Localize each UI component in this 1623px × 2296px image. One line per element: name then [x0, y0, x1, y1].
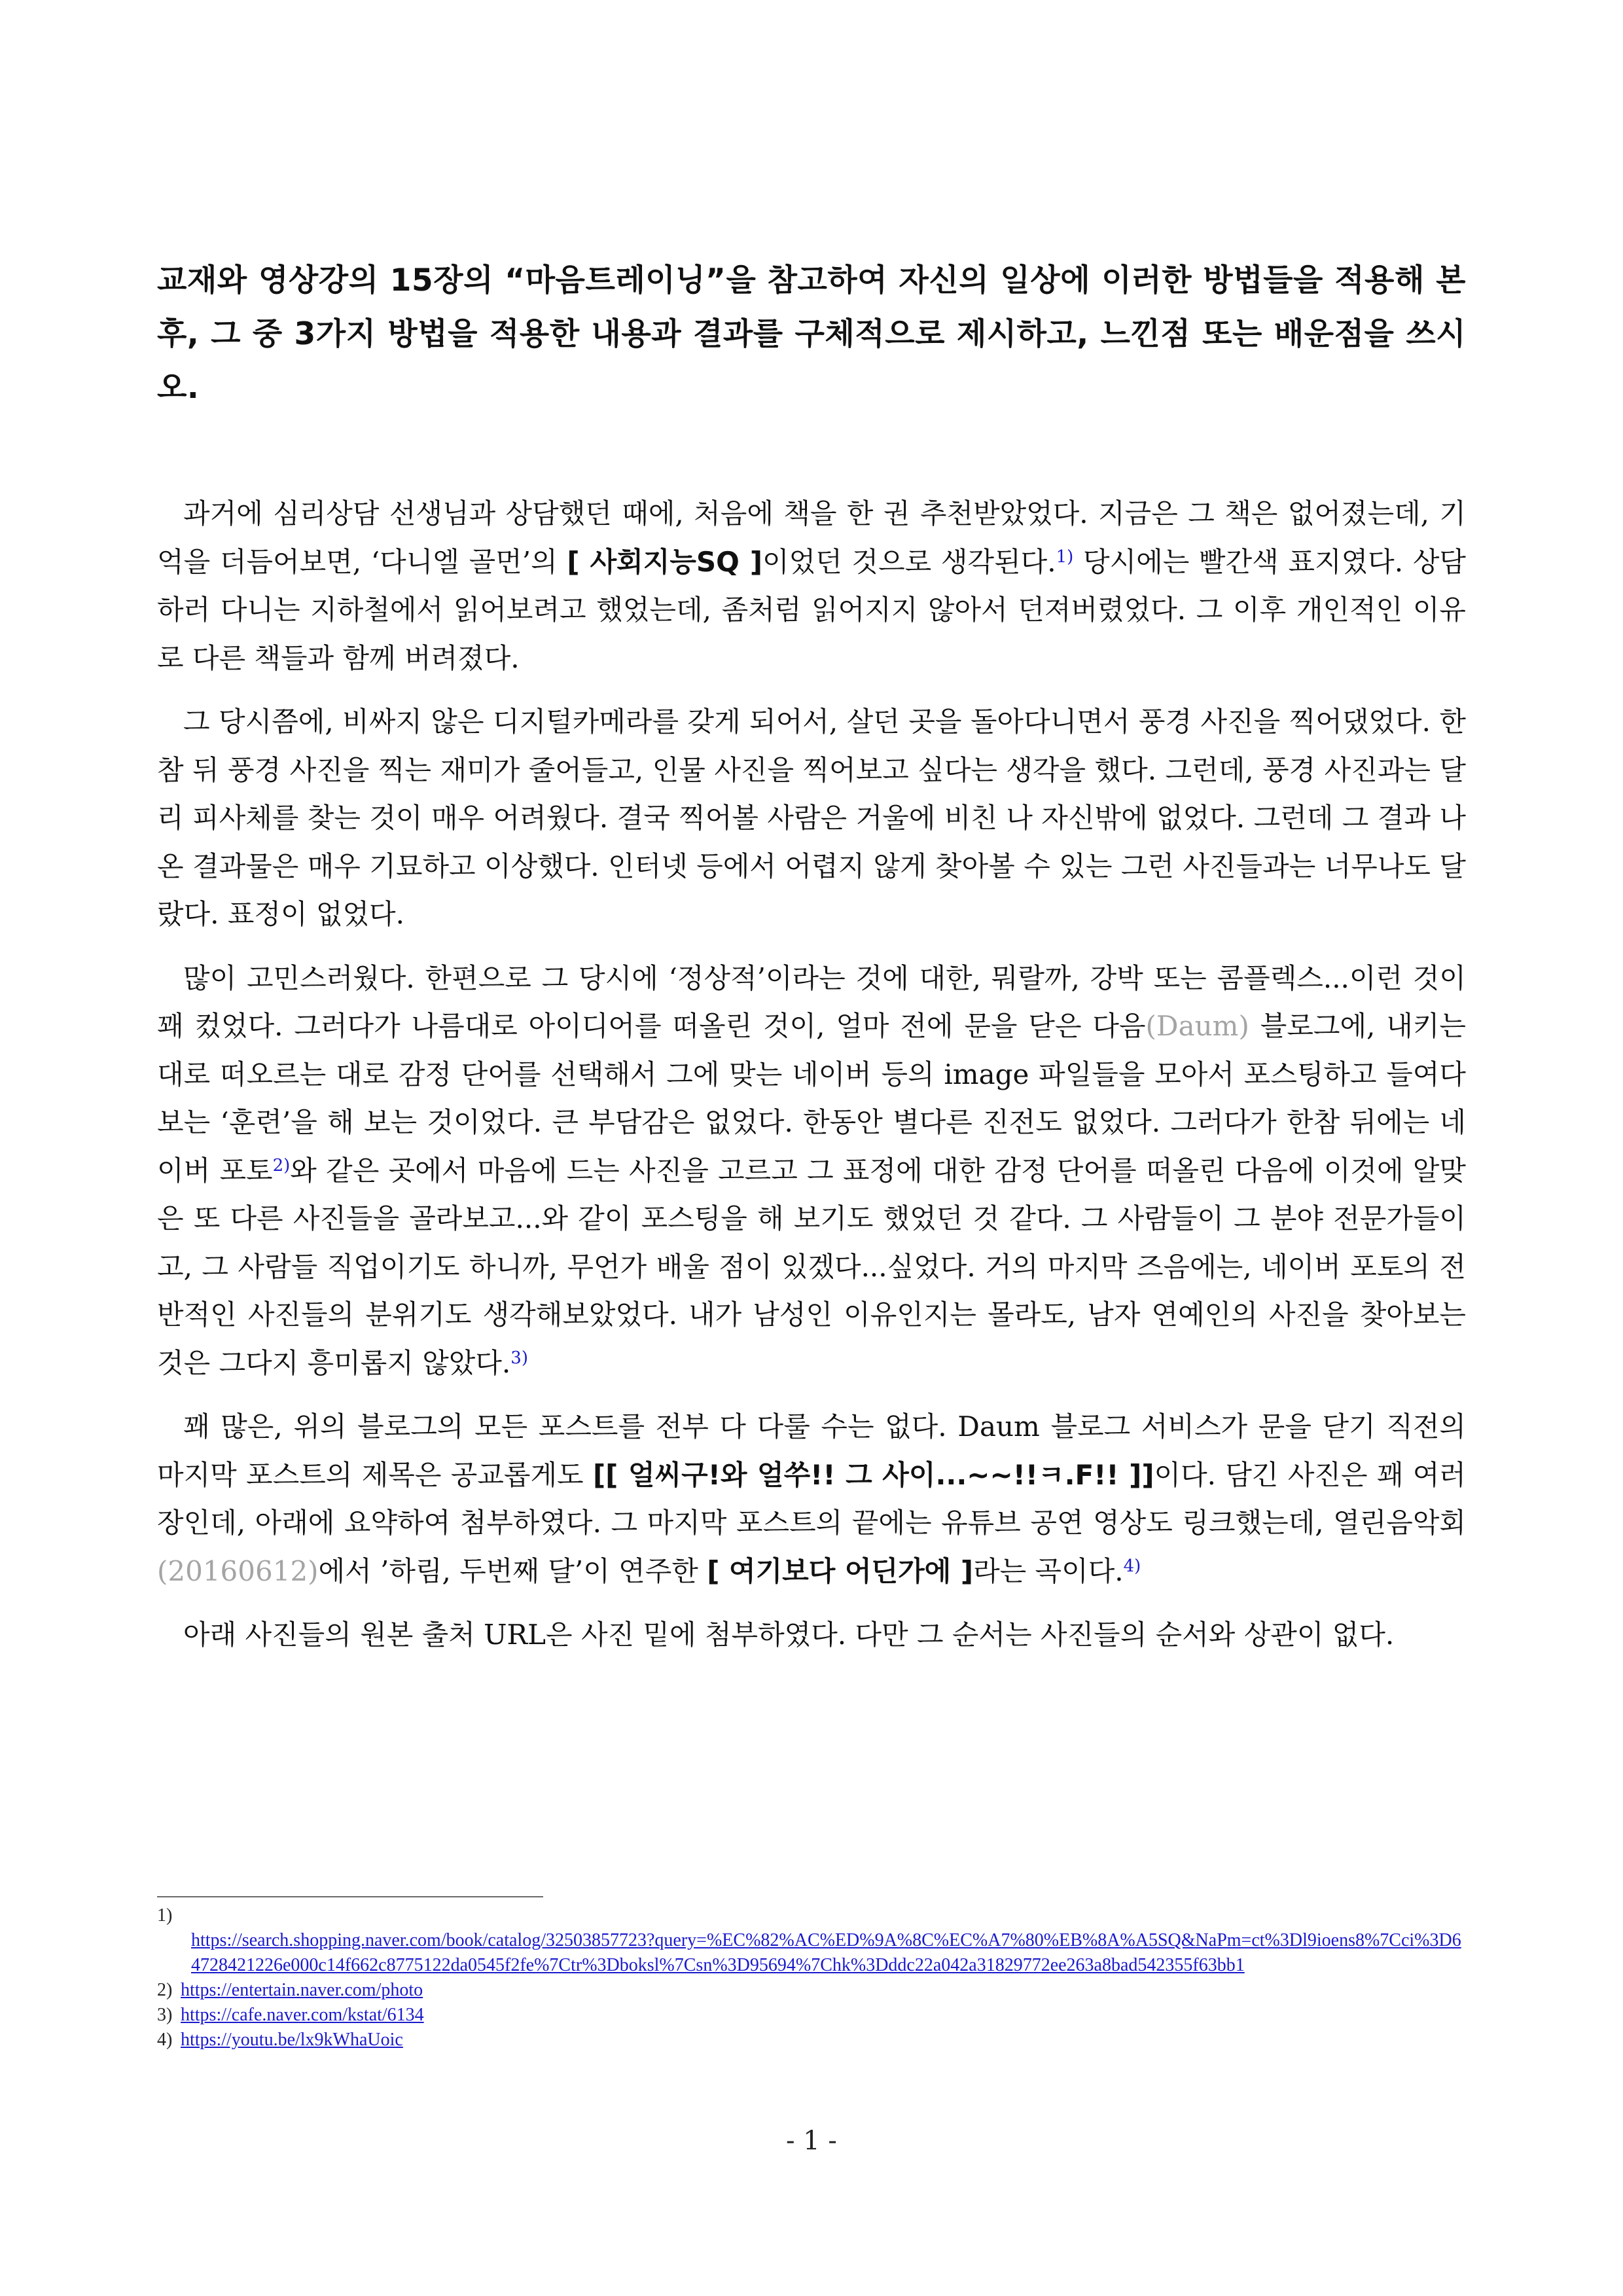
footnote-4: [157, 2028, 1466, 2053]
paragraph-1: [157, 490, 1466, 682]
paragraph-text: 그 당시쯤에, 비싸지 않은 디지털카메라를 갖게 되어서, 살던 곳을 돌아다니면서 풍경 사진을 찍어댔었다. 한참 뒤 풍경 사진을 찍는 재미가 줄어들고, 인물 사진을 찍어보고 싶다는 생각을 했다. 그런데, 풍경 사진과는 달리 피사체를 찾는 것이 매우 어려웠다. 결국 찍어볼 사람은 거울에 비친 나 자신밖에 없었다. 그런데 그 결과 나온 결과물은 매우 기묘하고 이상했다. 인터넷 등에서 어렵지 않게 찾아볼 수 있는 그런 사진들과는 너무나도 달랐다. 표정이 없었다.: [157, 706, 1466, 930]
footnote-link[interactable]: https://search.shopping.naver.com/book/catalog/32503857723?query=%EC%82%AC%ED%9A%8C%EC%A7%80%EB%8A%A5SQ&NaPm=ct%3Dl9ioens8%7Cci%3D64728421226e000c14f662c8775122da0545f2fe%7Ctr%3Dboksl%7Csn%3D95694%7Chk%3Dddc22a042a31829772ee263a8bad542355f63bb1: [191, 1930, 1461, 1975]
footnote-link[interactable]: https://cafe.naver.com/kstat/6134: [181, 2005, 424, 2025]
footnote-link[interactable]: https://youtu.be/lx9kWhaUoic: [181, 2030, 403, 2050]
song-title: [ 여기보다 어딘가에 ]: [707, 1554, 974, 1587]
footnote-1: [157, 1903, 1466, 1978]
paragraph-3: [157, 954, 1466, 1388]
footnote-ref-2[interactable]: 2): [272, 1155, 291, 1175]
paragraph-text: 이었던 것으로 생각된다.: [762, 545, 1056, 578]
footnote-ref-3[interactable]: 3): [510, 1348, 528, 1368]
paragraph-text: 과거에 심리상담 선생님과 상담했던 때에, 처음에 책을 한 권 추천받았었다. 지금은 그 책은 없어졌는데, 기억을 더듬어보면, ‘다니엘 골먼’의: [157, 497, 1466, 578]
paragraph-text: 이다. 담긴 사진은 꽤 여러 장인데, 아래에 요약하여 첨부하였다. 그 마지막 포스트의 끝에는 유튜브 공연 영상도 링크했는데, 열린음악회: [157, 1458, 1466, 1539]
paragraph-text: 꽤 많은, 위의 블로그의 모든 포스트를 전부 다 다룰 수는 없다. Daum 블로그 서비스가 문을 닫기 직전의 마지막 포스트의 제목은 공교롭게도: [157, 1410, 1466, 1491]
footnote-ref-4[interactable]: 4): [1123, 1556, 1141, 1576]
footnote-link[interactable]: https://entertain.naver.com/photo: [181, 1980, 423, 2000]
paragraph-5: [157, 1611, 1466, 1659]
daum-label: (Daum): [1145, 1010, 1249, 1042]
paragraph-text: 와 같은 곳에서 마음에 드는 사진을 고르고 그 표정에 대한 감정 단어를 떠올린 다음에 이것에 알맞은 또 다른 사진들을 골라보고...와 같이 포스팅을 해 보기도 했었던 것 같다. 그 사람들이 그 분야 전문가들이고, 그 사람들 직업이기도 하니까, 무언가 배울 점이 있겠다...싶었다. 거의 마지막 즈음에는, 네이버 포토의 전반적인 사진들의 분위기도 생각해보았었다. 내가 남성인 이유인지는 몰라도, 남자 연예인의 사진을 찾아보는 것은 그다지 흥미롭지 않았다.: [157, 1154, 1467, 1379]
paragraph-text: 당시에는 빨간색 표지였다. 상담하러 다니는 지하철에서 읽어보려고 했었는데, 좀처럼 읽어지지 않아서 던져버렸었다. 그 이후 개인적인 이유로 다른 책들과 함께 버려졌다.: [157, 545, 1466, 674]
footnote-ref-1[interactable]: 1): [1056, 547, 1074, 567]
paragraph-4: [157, 1403, 1466, 1595]
paragraph-text: 아래 사진들의 원본 출처 URL은 사진 밑에 첨부하였다. 다만 그 순서는 사진들의 순서와 상관이 없다.: [183, 1619, 1395, 1651]
concert-date: (20160612): [157, 1554, 319, 1587]
footnotes: [157, 1903, 1466, 2053]
book-title: [ 사회지능SQ ]: [567, 545, 763, 578]
paragraph-text: 라는 곡이다.: [973, 1554, 1124, 1587]
footnote-number: 4): [157, 2030, 173, 2050]
footnote-divider: [157, 1896, 543, 1897]
assignment-question: 교재와 영상강의 15장의 “마음트레이닝”을 참고하여 자신의 일상에 이러한 방법들을 적용해 본 후, 그 중 3가지 방법을 적용한 내용과 결과를 구체적으로 제시하고, 느낀점 또는 배운점을 쓰시오.: [157, 262, 1466, 406]
page-number: - 1 -: [786, 2126, 837, 2156]
footnote-number: 2): [157, 1980, 173, 2000]
footnote-number: 3): [157, 2005, 173, 2025]
paragraph-text: 많이 고민스러웠다. 한편으로 그 당시에 ‘정상적’이라는 것에 대한, 뭐랄까, 강박 또는 콤플렉스...이런 것이 꽤 컸었다. 그러다가 나름대로 아이디어를 떠올린 것이, 얼마 전에 문을 닫은 다음: [157, 961, 1466, 1042]
footnote-2: [157, 1978, 1466, 2003]
footnote-number: 1): [157, 1905, 173, 1926]
essay-body: [157, 490, 1466, 1675]
paragraph-text: 블로그에, 내키는 대로 떠오르는 대로 감정 단어를 선택해서 그에 맞는 네이버 등의 image 파일들을 모아서 포스팅하고 들여다보는 ‘훈련’을 해 보는 것이었다. 큰 부담감은 없었다. 한동안 별다른 진전도 없었다. 그러다가 한참 뒤에는 네이버 포토: [157, 1010, 1466, 1187]
post-title: [[ 얼씨구!와 얼쑤!! 그 사이...~~!!ㅋ.F!! ]]: [592, 1458, 1154, 1491]
paragraph-text: 에서 ’하림, 두번째 달’이 연주한: [318, 1554, 707, 1587]
footnote-3: [157, 2003, 1466, 2028]
paragraph-2: [157, 698, 1466, 939]
